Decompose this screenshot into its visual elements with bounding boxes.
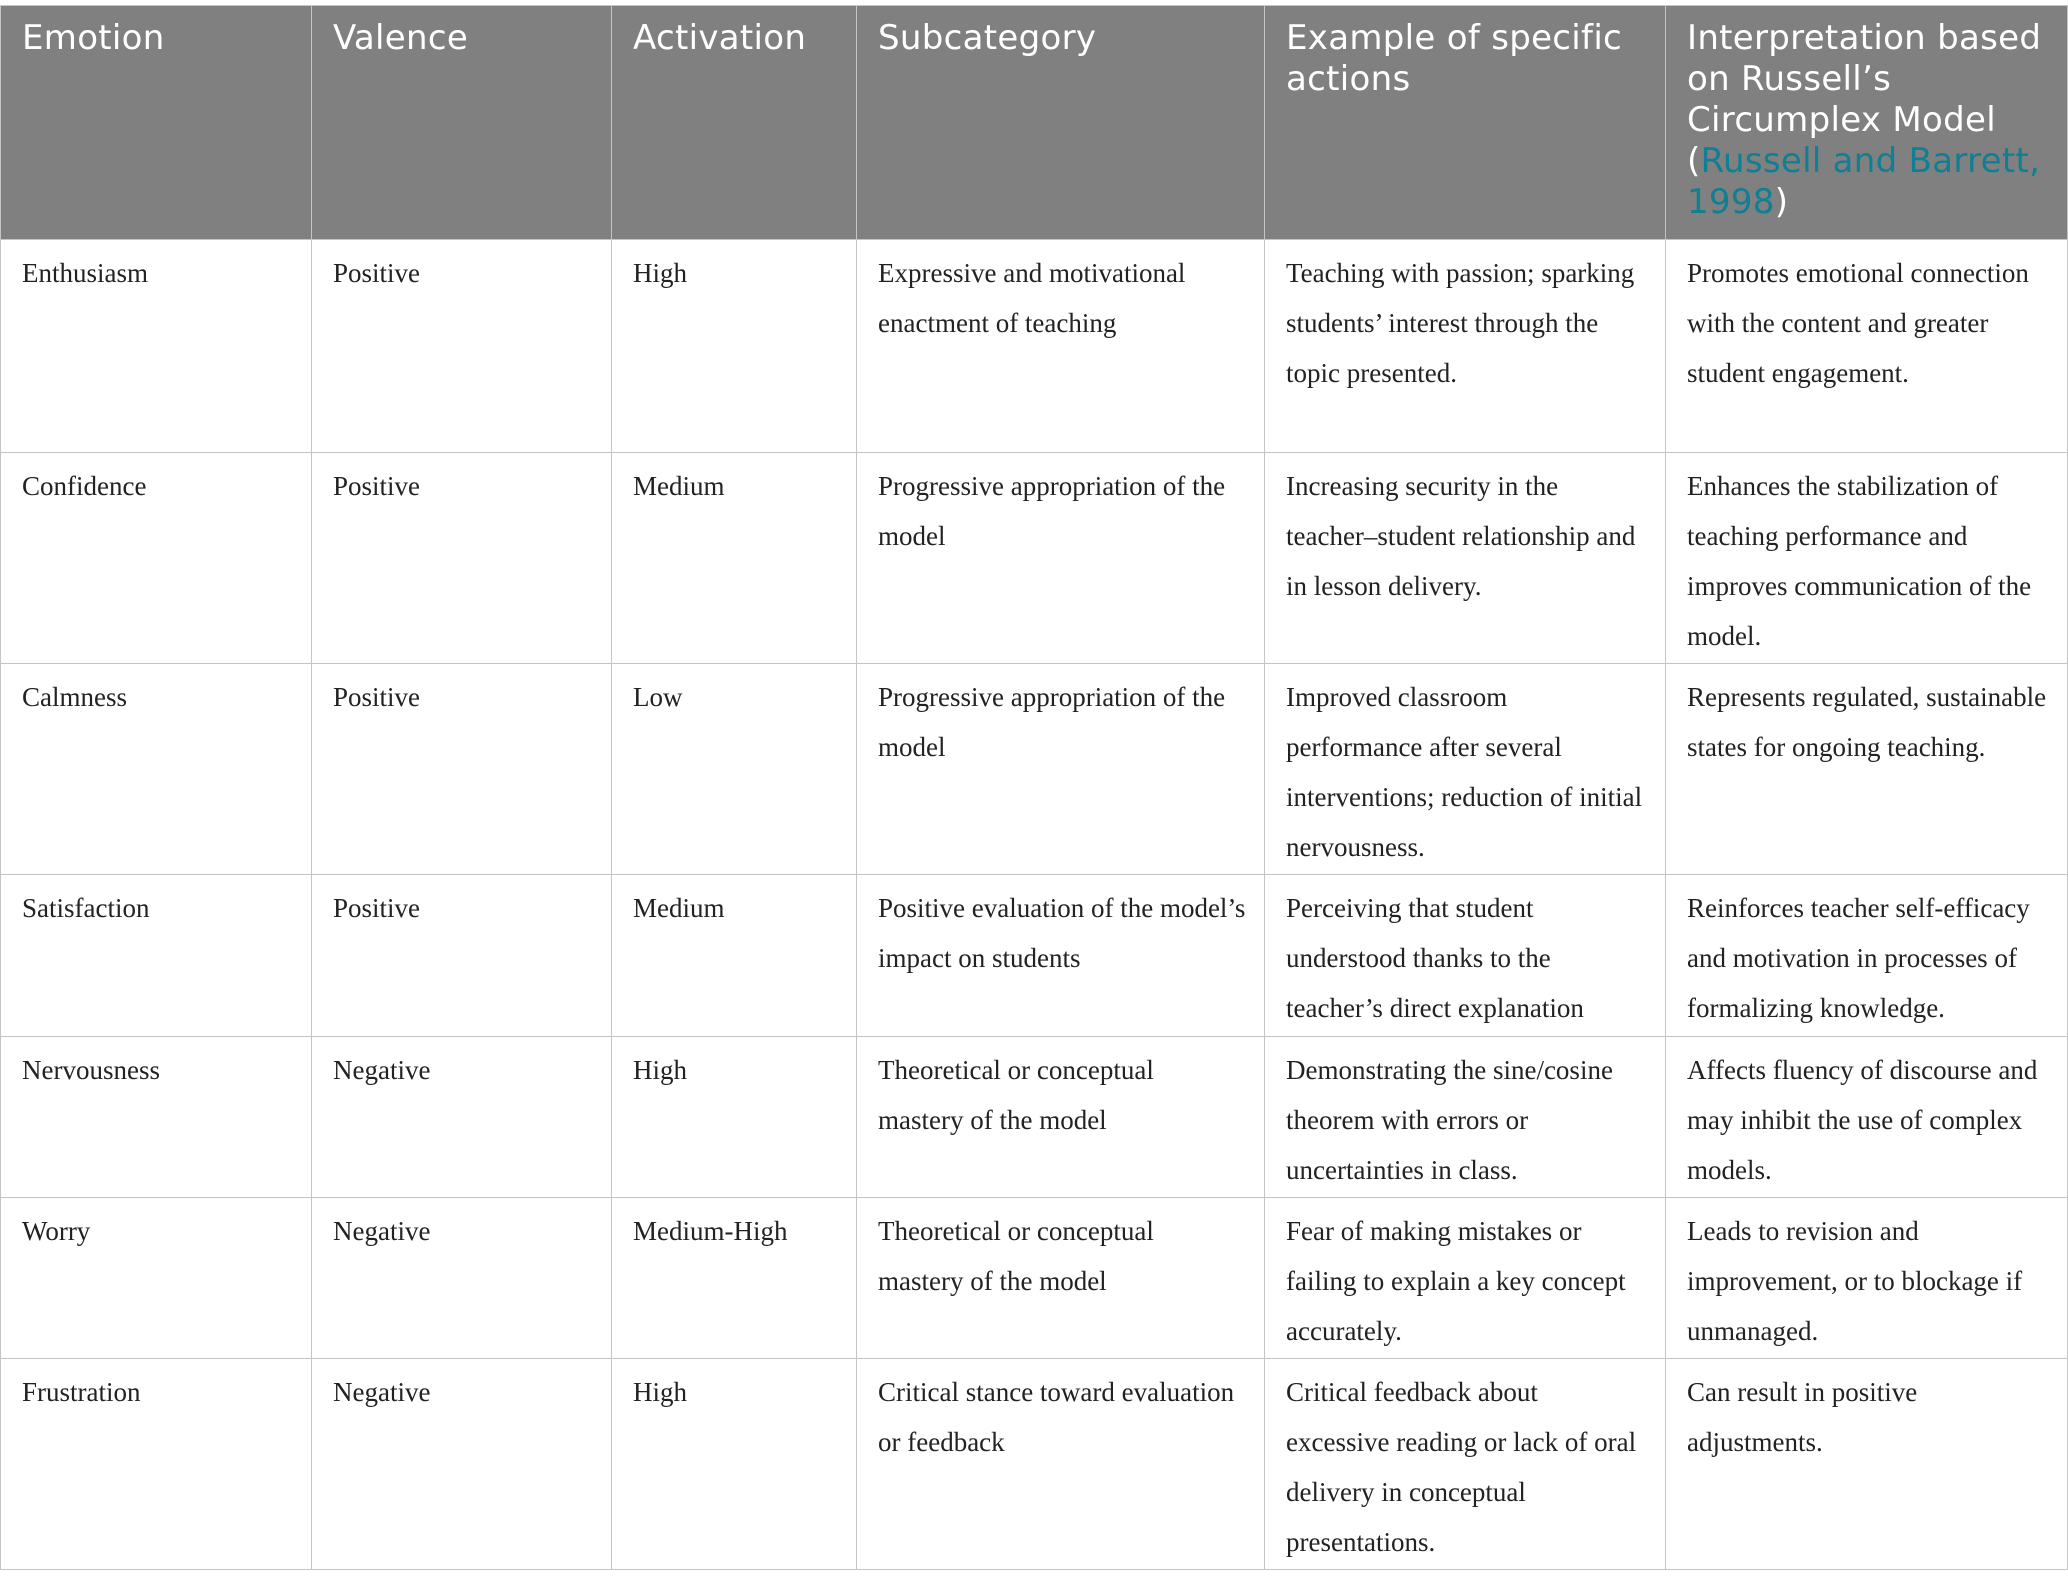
cell-subcategory: Progressive appropriation of the model	[857, 664, 1265, 875]
table-row	[1, 453, 2068, 664]
cell-example-actions: Increasing security in the teacher–student relationship and in lesson delivery.	[1265, 453, 1666, 664]
cell-subcategory: Expressive and motivational enactment of teaching	[857, 240, 1265, 453]
cell-valence: Positive	[312, 664, 612, 875]
citation-paren-close: )	[1774, 182, 1789, 222]
cell-emotion: Confidence	[1, 453, 312, 664]
cell-activation: Medium	[612, 875, 857, 1037]
cell-activation: Medium	[612, 453, 857, 664]
table-row	[1, 875, 2068, 1037]
cell-example-actions: Improved classroom performance after several interventions; reduction of initial nervousness.	[1265, 664, 1666, 875]
cell-emotion: Worry	[1, 1198, 312, 1359]
cell-subcategory: Theoretical or conceptual mastery of the model	[857, 1037, 1265, 1198]
cell-example-actions: Critical feedback about excessive reading or lack of oral delivery in conceptual presentations.	[1265, 1359, 1666, 1570]
header-valence: Valence	[312, 6, 612, 240]
citation-link[interactable]: Russell and Barrett, 1998	[1687, 141, 2041, 222]
cell-subcategory: Theoretical or conceptual mastery of the model	[857, 1198, 1265, 1359]
cell-valence: Negative	[312, 1037, 612, 1198]
cell-interpretation: Can result in positive adjustments.	[1666, 1359, 2068, 1570]
cell-activation: Low	[612, 664, 857, 875]
header-example-actions: Example of specific actions	[1265, 6, 1666, 240]
cell-valence: Negative	[312, 1359, 612, 1570]
cell-activation: High	[612, 1037, 857, 1198]
cell-example-actions: Demonstrating the sine/cosine theorem with errors or uncertainties in class.	[1265, 1037, 1666, 1198]
table-row	[1, 1198, 2068, 1359]
header-interpretation-label: Interpretation based on Russell’s Circumplex Model	[1687, 18, 2042, 140]
cell-interpretation: Represents regulated, sustainable states for ongoing teaching.	[1666, 664, 2068, 875]
citation-paren-open: (	[1687, 141, 1701, 181]
cell-interpretation: Promotes emotional connection with the content and greater student engagement.	[1666, 240, 2068, 453]
cell-emotion: Enthusiasm	[1, 240, 312, 453]
cell-example-actions: Perceiving that student understood thanks to the teacher’s direct explanation	[1265, 875, 1666, 1037]
cell-subcategory: Critical stance toward evaluation or feedback	[857, 1359, 1265, 1570]
cell-valence: Negative	[312, 1198, 612, 1359]
header-emotion: Emotion	[1, 6, 312, 240]
cell-subcategory: Positive evaluation of the model’s impact on students	[857, 875, 1265, 1037]
cell-emotion: Nervousness	[1, 1037, 312, 1198]
header-subcategory: Subcategory	[857, 6, 1265, 240]
header-activation: Activation	[612, 6, 857, 240]
table-row	[1, 664, 2068, 875]
table-row	[1, 1037, 2068, 1198]
header-interpretation	[1666, 6, 2068, 240]
emotions-table	[0, 5, 2068, 1570]
cell-example-actions: Fear of making mistakes or failing to explain a key concept accurately.	[1265, 1198, 1666, 1359]
cell-interpretation: Leads to revision and improvement, or to blockage if unmanaged.	[1666, 1198, 2068, 1359]
cell-activation: Medium-High	[612, 1198, 857, 1359]
cell-emotion: Frustration	[1, 1359, 312, 1570]
cell-interpretation: Enhances the stabilization of teaching performance and improves communication of the model.	[1666, 453, 2068, 664]
cell-subcategory: Progressive appropriation of the model	[857, 453, 1265, 664]
cell-emotion: Calmness	[1, 664, 312, 875]
cell-example-actions: Teaching with passion; sparking students’ interest through the topic presented.	[1265, 240, 1666, 453]
cell-activation: High	[612, 240, 857, 453]
cell-emotion: Satisfaction	[1, 875, 312, 1037]
table-row	[1, 1359, 2068, 1570]
table-row	[1, 240, 2068, 453]
cell-interpretation: Affects fluency of discourse and may inhibit the use of complex models.	[1666, 1037, 2068, 1198]
cell-activation: High	[612, 1359, 857, 1570]
cell-valence: Positive	[312, 240, 612, 453]
cell-valence: Positive	[312, 453, 612, 664]
header-row	[1, 6, 2068, 240]
cell-interpretation: Reinforces teacher self-efficacy and motivation in processes of formalizing knowledge.	[1666, 875, 2068, 1037]
cell-valence: Positive	[312, 875, 612, 1037]
